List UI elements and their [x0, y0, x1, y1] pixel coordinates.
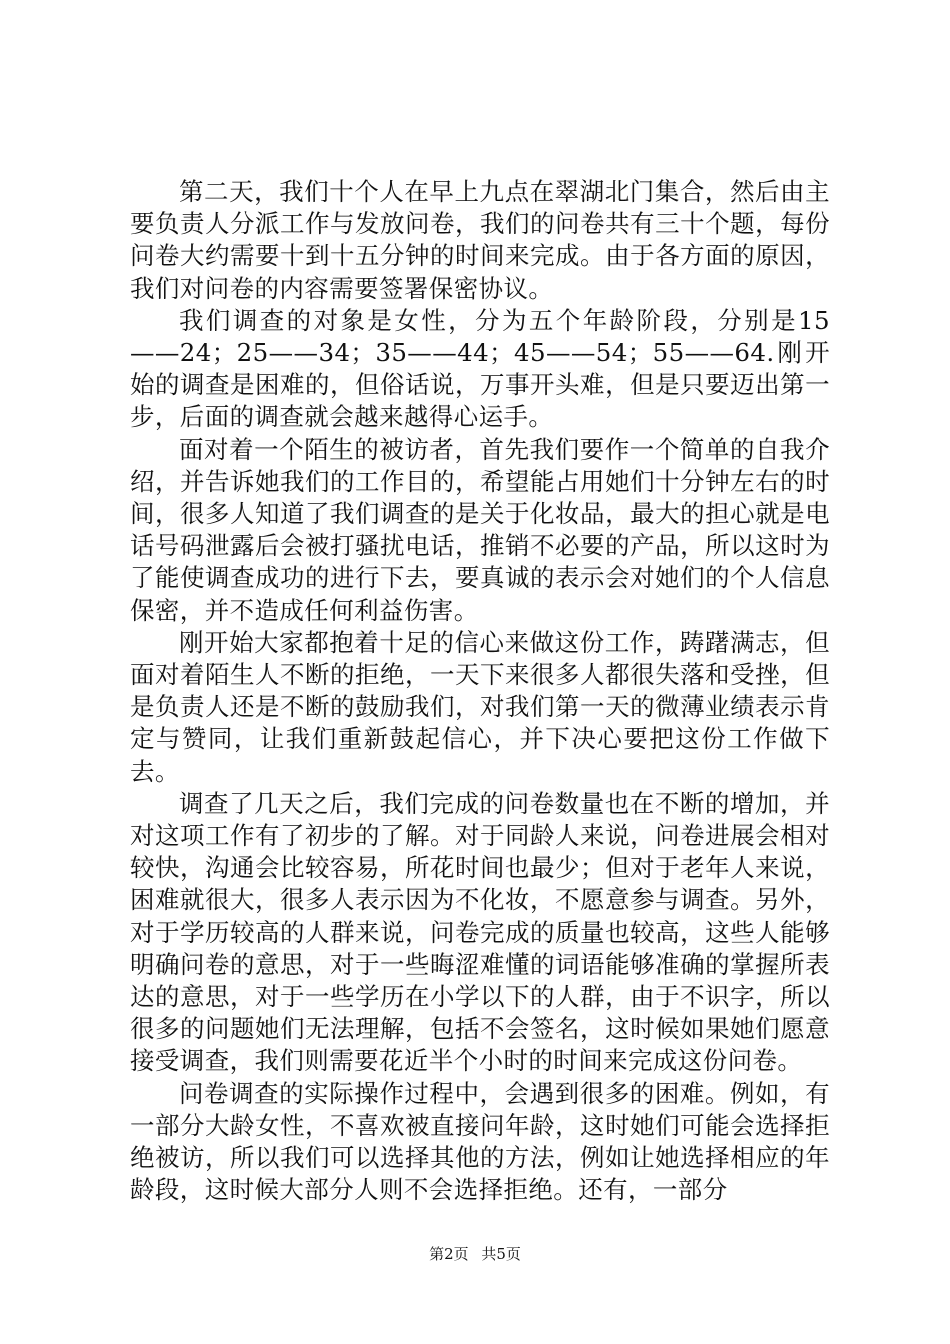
document-body: [130, 176, 830, 1207]
page-footer: [0, 1243, 950, 1264]
page-number: 第2页: [429, 1245, 469, 1263]
paragraph: 面对着一个陌生的被访者，首先我们要作一个简单的自我介绍，并告诉她我们的工作目的，希望能占用她们十分钟左右的时间，很多人知道了我们调查的是关于化妆品，最大的担心就是电话号码泄露后会被打骚扰电话，推销不必要的产品，所以这时为了能使调查成功的进行下去，要真诚的表示会对她们的个人信息保密，并不造成任何利益伤害。: [130, 434, 830, 625]
paragraph: 调查了几天之后，我们完成的问卷数量也在不断的增加，并对这项工作有了初步的了解。对于同龄人来说，问卷进展会相对较快，沟通会比较容易，所花时间也最少；但对于老年人来说，困难就很大，很多人表示因为不化妆，不愿意参与调查。另外，对于学历较高的人群来说，问卷完成的质量也较高，这些人能够明确问卷的意思，对于一些晦涩难懂的词语能够准确的掌握所表达的意思，对于一些学历在小学以下的人群，由于不识字，所以很多的问题她们无法理解，包括不会签名，这时候如果她们愿意接受调查，我们则需要花近半个小时的时间来完成这份问卷。: [130, 788, 830, 1076]
paragraph: 刚开始大家都抱着十足的信心来做这份工作，踌躇满志，但面对着陌生人不断的拒绝，一天下来很多人都很失落和受挫，但是负责人还是不断的鼓励我们，对我们第一天的微薄业绩表示肯定与赞同，让我们重新鼓起信心，并下决心要把这份工作做下去。: [130, 627, 830, 786]
page-total: 共5页: [481, 1245, 521, 1263]
paragraph: 我们调查的对象是女性，分为五个年龄阶段，分别是15——24；25——34；35——44；45——54；55——64.刚开始的调查是困难的，但俗话说，万事开头难，但是只要迈出第一步，后面的调查就会越来越得心运手。: [130, 305, 830, 432]
paragraph: 第二天，我们十个人在早上九点在翠湖北门集合，然后由主要负责人分派工作与发放问卷，我们的问卷共有三十个题，每份问卷大约需要十到十五分钟的时间来完成。由于各方面的原因，我们对问卷的内容需要签署保密协议。: [130, 177, 830, 303]
paragraph: 问卷调查的实际操作过程中，会遇到很多的困难。例如，有一部分大龄女性，不喜欢被直接问年龄，这时她们可能会选择拒绝被访，所以我们可以选择其他的方法，例如让她选择相应的年龄段，这时候大部分人则不会选择拒绝。还有，一部分: [130, 1078, 830, 1205]
